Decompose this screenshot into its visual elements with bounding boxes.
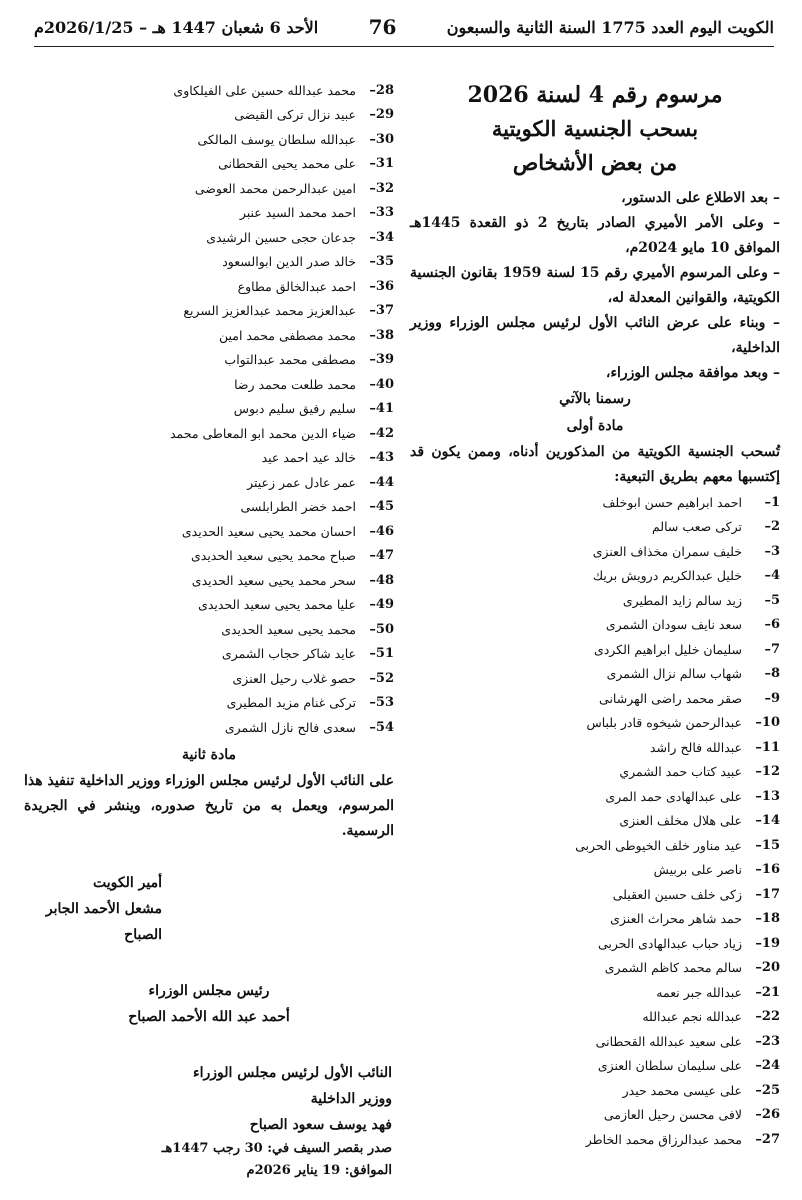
item-number: 54– (369, 719, 394, 735)
list-item (410, 882, 780, 907)
item-number: 20– (755, 960, 780, 976)
item-number: 1– (764, 494, 780, 510)
item-number: 19– (755, 935, 780, 951)
deputy-title-2: ووزير الداخلية (310, 1090, 392, 1107)
item-number: 29– (369, 107, 394, 123)
person-name: لافى محسن رحيل العازمى (603, 1107, 742, 1123)
pm-signature (24, 978, 394, 1030)
item-number: 48– (369, 572, 394, 588)
list-item (410, 907, 780, 932)
header-date: الأحد 6 شعبان 1447 هـ – 2026/1/25م (34, 17, 319, 37)
header-divider (34, 46, 774, 47)
list-item (410, 686, 780, 711)
list-item (24, 176, 394, 201)
item-number: 28– (369, 82, 394, 98)
item-number: 5– (764, 592, 780, 608)
decreed-statement: رسمنا بالآتي (559, 391, 631, 407)
person-name: عيد مناور خلف الخيوطى الحربى (575, 837, 742, 853)
list-item (24, 250, 394, 275)
item-number: 38– (369, 327, 394, 343)
item-number: 33– (369, 205, 394, 221)
list-item (410, 760, 780, 785)
item-number: 46– (369, 523, 394, 539)
person-name: تركى غنام مزيد المطيرى (226, 695, 356, 711)
preamble-item: – وعلى المرسوم الأميري رقم 15 لسنة 1959 بقانون الجنسية الكويتية، والقوانين المعدلة له، (410, 265, 780, 306)
article-2-text: على النائب الأول لرئيس مجلس الوزراء ووزير الداخلية تنفيذ هذا المرسوم، ويعمل به من تاريخ صدوره، وينشر في الجريدة الرسمية. (24, 772, 394, 839)
list-item (410, 613, 780, 638)
list-item (24, 225, 394, 250)
item-number: 4– (764, 568, 780, 584)
deputy-name: فهد يوسف سعود الصباح (249, 1116, 392, 1133)
person-name: صباح محمد يحيى سعيد الحديدى (190, 548, 356, 564)
list-item (410, 980, 780, 1005)
issued-gregorian-date: الموافق: 19 يناير 2026م (246, 1162, 392, 1178)
person-name: سعدى فالح نازل الشمرى (224, 719, 356, 735)
item-number: 30– (369, 131, 394, 147)
person-name: عمر عادل عمر زعيتر (247, 474, 356, 490)
person-name: امين عبدالرحمن محمد العوضى (194, 180, 356, 196)
person-name: سليمان خليل ابراهيم الكردى (593, 641, 742, 657)
person-name: سحر محمد يحيى سعيد الحديدى (191, 572, 356, 588)
person-name: عبدالعزيز محمد عبدالعزيز السريع (183, 303, 356, 319)
list-item (24, 397, 394, 422)
list-item (24, 127, 394, 152)
person-name: عبيد كتاب حمد الشمري (619, 764, 742, 780)
item-number: 45– (369, 499, 394, 515)
list-item (24, 78, 394, 103)
person-name: حصو غلاب رحيل العنزى (232, 670, 356, 686)
list-item (24, 715, 394, 740)
person-name: على سليمان سلطان العنزى (597, 1058, 742, 1074)
person-name: على محمد يحيى القحطانى (218, 156, 356, 172)
item-number: 13– (755, 788, 780, 804)
person-name: مصطفى محمد عبدالتواب (224, 352, 356, 368)
preamble-item: – بعد الاطلاع على الدستور، (621, 190, 780, 206)
item-number: 6– (764, 617, 780, 633)
person-name: جدعان حجى حسين الرشيدى (206, 229, 356, 245)
list-item (24, 593, 394, 618)
list-item (24, 152, 394, 177)
item-number: 14– (755, 813, 780, 829)
pm-title: رئيس مجلس الوزراء (148, 982, 270, 999)
item-number: 12– (755, 764, 780, 780)
list-item (24, 299, 394, 324)
list-item (24, 617, 394, 642)
list-item (410, 858, 780, 883)
item-number: 3– (764, 543, 780, 559)
item-number: 43– (369, 450, 394, 466)
person-name: محمد مصطفى محمد امين (218, 327, 356, 343)
item-number: 49– (369, 597, 394, 613)
person-name: عبيد نزال تركى القيضى (234, 107, 356, 123)
person-name: شهاب سالم نزال الشمرى (606, 666, 742, 682)
item-number: 10– (755, 715, 780, 731)
list-item (410, 1054, 780, 1079)
list-item (24, 446, 394, 471)
person-name: ضياء الدين محمد ابو المعاطى محمد (169, 425, 356, 441)
person-name: احمد خضر الطرابلسى (240, 499, 356, 515)
item-number: 25– (755, 1082, 780, 1098)
list-item (24, 348, 394, 373)
deputy-signature (24, 1060, 394, 1182)
emir-signature (24, 870, 394, 948)
person-name: عبدالله سلطان يوسف المالكى (197, 131, 356, 147)
left-column (24, 78, 394, 1182)
decree-title: مرسوم رقم 4 لسنة 2026 (467, 82, 723, 108)
item-number: 44– (369, 474, 394, 490)
list-item (410, 564, 780, 589)
list-item (24, 372, 394, 397)
list-item (410, 662, 780, 687)
list-item (410, 833, 780, 858)
item-number: 40– (369, 376, 394, 392)
list-item (410, 490, 780, 515)
list-item (410, 1127, 780, 1152)
list-item (24, 470, 394, 495)
item-number: 34– (369, 229, 394, 245)
preamble-item: – وبناء على عرض النائب الأول لرئيس مجلس الوزراء ووزير الداخلية، (410, 315, 780, 356)
person-name: خليف سمران مخذاف العنزى (592, 543, 742, 559)
list-item (410, 956, 780, 981)
person-name: تركى صعب سالم (651, 519, 742, 535)
person-name: سليم رفيق سليم دبوس (233, 401, 356, 417)
item-number: 8– (764, 666, 780, 682)
preamble-item: – وبعد موافقة مجلس الوزراء، (605, 365, 780, 381)
decree-subtitle-2: من بعض الأشخاص (512, 150, 678, 175)
person-name: زياد حباب عبدالهادى الحربى (597, 935, 742, 951)
item-number: 21– (755, 984, 780, 1000)
person-name: خالد صدر الدين ابوالسعود (222, 254, 356, 270)
person-name: صقر محمد راضى الهرشانى (599, 690, 742, 706)
list-item (410, 1029, 780, 1054)
right-column (410, 78, 780, 1152)
list-item (410, 1005, 780, 1030)
item-number: 17– (755, 886, 780, 902)
item-number: 35– (369, 254, 394, 270)
person-name: محمد يحيى سعيد الحديدى (221, 621, 356, 637)
decree-subtitle: بسحب الجنسية الكويتية (491, 116, 699, 141)
list-item (24, 201, 394, 226)
list-item (24, 103, 394, 128)
person-name: محمد طلعت محمد رضا (234, 376, 356, 392)
article-1-title: مادة أولى (566, 418, 624, 434)
item-number: 22– (755, 1009, 780, 1025)
item-number: 31– (369, 156, 394, 172)
list-item (24, 691, 394, 716)
item-number: 53– (369, 695, 394, 711)
person-name: احمد عبدالخالق مطاوع (237, 278, 356, 294)
list-item (410, 637, 780, 662)
preamble-item: – وعلى الأمر الأميري الصادر بتاريخ 2 ذو القعدة 1445هـ الموافق 10 مايو 2024م، (410, 215, 780, 256)
item-number: 27– (755, 1131, 780, 1147)
item-number: 9– (764, 690, 780, 706)
person-name: زكى خلف حسين العقيلى (612, 886, 742, 902)
item-number: 51– (369, 646, 394, 662)
list-item (410, 515, 780, 540)
item-number: 36– (369, 278, 394, 294)
person-name: خالد عيد احمد عيد (261, 450, 356, 466)
item-number: 15– (755, 837, 780, 853)
person-name: على هلال مخلف العنزى (619, 813, 742, 829)
pm-name: أحمد عبد الله الأحمد الصباح (128, 1008, 290, 1025)
page-header (34, 14, 774, 40)
item-number: 50– (369, 621, 394, 637)
list-item (410, 784, 780, 809)
person-name: عبدالله جبر نعمه (656, 984, 742, 1000)
item-number: 7– (764, 641, 780, 657)
page-number: 76 (368, 15, 397, 39)
person-name: خليل عبدالكريم درويش بريك (592, 568, 742, 584)
list-item (24, 544, 394, 569)
list-item (24, 666, 394, 691)
item-number: 2– (764, 519, 780, 535)
list-item (24, 568, 394, 593)
list-item (410, 735, 780, 760)
list-item (24, 274, 394, 299)
list-item (24, 421, 394, 446)
person-name: عليا محمد يحيى سعيد الحديدى (198, 597, 356, 613)
list-item (24, 323, 394, 348)
person-name: سعد نايف سودان الشمرى (605, 617, 742, 633)
item-number: 23– (755, 1033, 780, 1049)
person-name: ناصر على بربيش (653, 862, 742, 878)
item-number: 37– (369, 303, 394, 319)
person-name: عايد شاكر حجاب الشمرى (221, 646, 356, 662)
person-name: محمد عبدالله حسين على الفيلكاوى (173, 82, 356, 98)
item-number: 11– (755, 739, 780, 755)
item-number: 32– (369, 180, 394, 196)
header-issue-info: الكويت اليوم العدد 1775 السنة الثانية والسبعون (446, 17, 774, 37)
person-name: محمد عبدالرزاق محمد الخاطر (585, 1131, 742, 1147)
person-name: احمد ابراهيم حسن ابوخلف (602, 494, 742, 510)
item-number: 26– (755, 1107, 780, 1123)
emir-title: أمير الكويت (93, 874, 162, 891)
item-number: 42– (369, 425, 394, 441)
issued-place-date: صدر بقصر السيف في: 30 رجب 1447هـ (161, 1140, 392, 1156)
emir-name: مشعل الأحمد الجابر الصباح (45, 900, 162, 943)
article-1-text: تُسحب الجنسية الكويتية من المذكورين أدناه، وممن يكون قد إكتسبها معهم بطريق التبعية: (410, 444, 780, 485)
person-name: على عبدالهادى حمد المرى (605, 788, 742, 804)
list-item (410, 711, 780, 736)
person-name: احسان محمد يحيى سعيد الحديدى (181, 523, 356, 539)
list-item (410, 1103, 780, 1128)
names-list-right (410, 490, 780, 1152)
deputy-title: النائب الأول لرئيس مجلس الوزراء (193, 1064, 392, 1081)
names-list-left (24, 78, 394, 740)
person-name: عبدالله نجم عبدالله (642, 1009, 742, 1025)
item-number: 16– (755, 862, 780, 878)
person-name: على سعيد عبدالله القحطانى (595, 1033, 742, 1049)
list-item (410, 1078, 780, 1103)
item-number: 52– (369, 670, 394, 686)
person-name: عبدالله فالح راشد (649, 739, 742, 755)
person-name: احمد محمد السيد عنبر (239, 205, 356, 221)
list-item (410, 539, 780, 564)
person-name: زيد سالم زايد المطيرى (622, 592, 742, 608)
item-number: 47– (369, 548, 394, 564)
item-number: 18– (755, 911, 780, 927)
person-name: سالم محمد كاظم الشمرى (604, 960, 742, 976)
person-name: على عيسى محمد حيدر (622, 1082, 742, 1098)
list-item (24, 642, 394, 667)
article-2-title: مادة ثانية (182, 746, 236, 763)
person-name: عبدالرحمن شيخوه قادر بلباس (586, 715, 742, 731)
item-number: 24– (755, 1058, 780, 1074)
list-item (24, 495, 394, 520)
person-name: حمد شاهر محراث العنزى (610, 911, 742, 927)
list-item (24, 519, 394, 544)
list-item (410, 588, 780, 613)
list-item (410, 931, 780, 956)
item-number: 39– (369, 352, 394, 368)
item-number: 41– (369, 401, 394, 417)
list-item (410, 809, 780, 834)
